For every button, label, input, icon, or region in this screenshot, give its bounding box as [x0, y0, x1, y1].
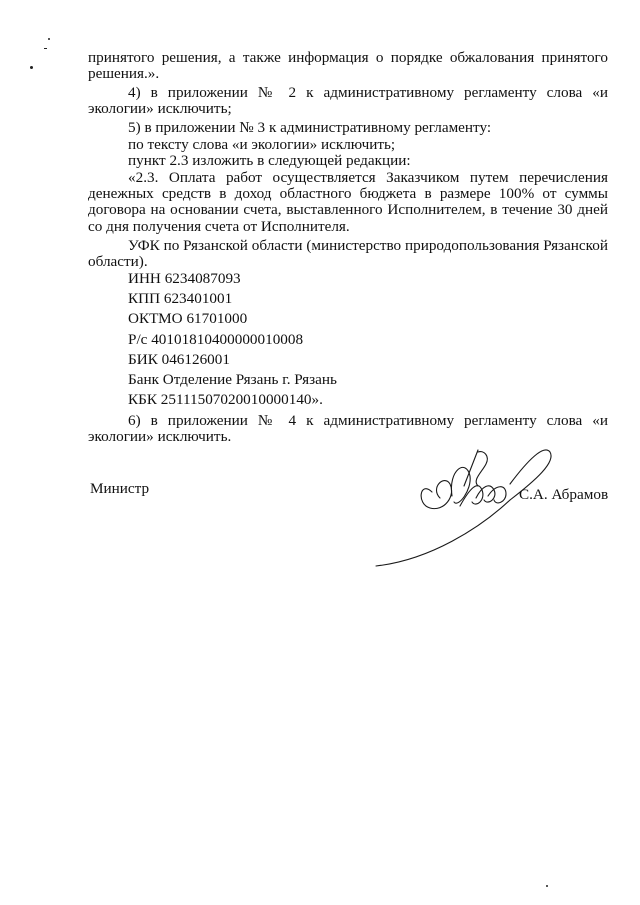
paragraph: по тексту слова «и экологии» исключить; — [128, 136, 396, 153]
paragraph: пункт 2.3 изложить в следующей редакции: — [128, 152, 411, 169]
text-p1 — [88, 50, 608, 82]
text-p5 — [88, 153, 608, 169]
paragraph: УФК по Рязанской области (министерство природопользования Рязанской области). — [88, 237, 608, 271]
bik-line: БИК 046126001 — [128, 350, 230, 368]
paragraph: принятого решения, а также информация о порядке обжалования принятого решения.». — [88, 49, 608, 83]
oktmo-line: ОКТМО 61701000 — [128, 310, 248, 328]
account-line: Р/с 40101810400000010008 — [128, 330, 304, 348]
scan-mark — [30, 66, 33, 69]
paragraph: 6) в приложении № 4 к административному регламенту слова «и экологии» исключить. — [88, 412, 608, 446]
kbk-line: КБК 25111507020010000140». — [128, 391, 323, 409]
signer-name: С.А. Абрамов — [519, 486, 609, 503]
bank-line: Банк Отделение Рязань г. Рязань — [128, 371, 337, 389]
text-p6 — [88, 170, 608, 235]
position-title: Министр — [90, 480, 150, 497]
kpp-line: КПП 623401001 — [128, 290, 233, 308]
handwritten-signature — [360, 440, 560, 580]
text-p4 — [88, 137, 608, 153]
text-p2 — [88, 85, 608, 117]
paragraph: 4) в приложении № 2 к административному регламенту слова «и экологии» исключить; — [88, 84, 608, 118]
paragraph: «2.3. Оплата работ осуществляется Заказчиком путем перечисления денежных средств в доход областного бюджета в размере 100% от суммы договора на основании счета, выставленного Исполнителем, в течение 30 дней со дня получения счета от Исполнителя. — [88, 169, 608, 235]
paragraph: 5) в приложении № 3 к административному регламенту: — [128, 119, 492, 136]
scan-mark — [546, 885, 548, 887]
scan-mark — [44, 48, 47, 49]
inn-line: ИНН 6234087093 — [128, 270, 241, 287]
text-p3 — [88, 120, 608, 136]
payment-details — [88, 271, 608, 408]
scan-mark — [48, 38, 50, 40]
text-p7 — [88, 238, 608, 270]
